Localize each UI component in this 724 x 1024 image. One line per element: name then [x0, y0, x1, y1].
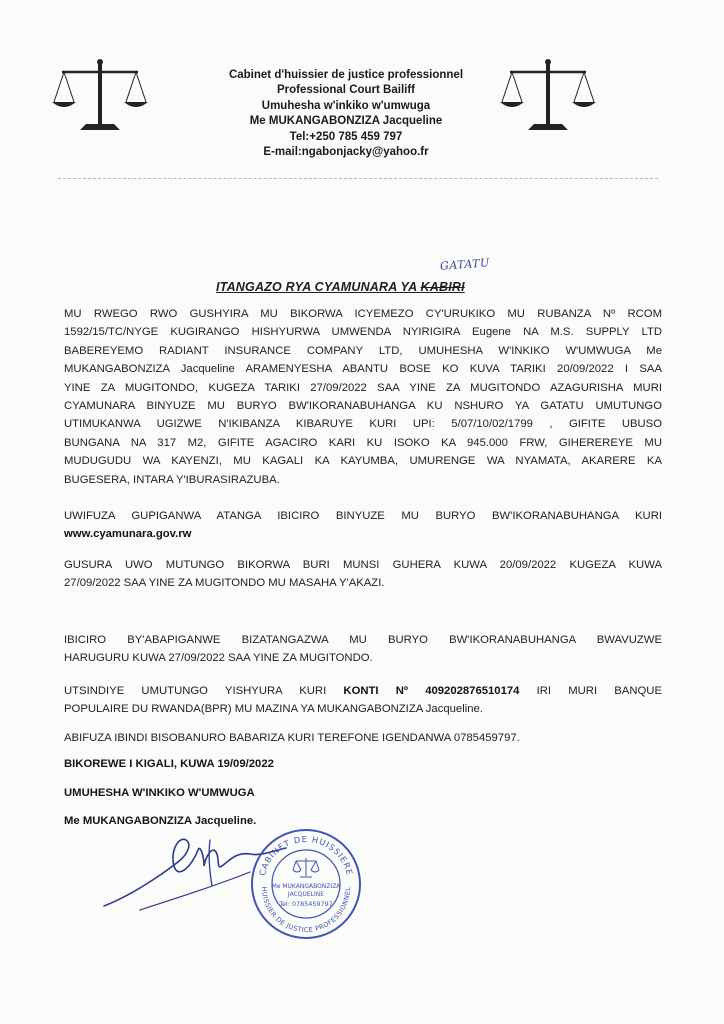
letterhead-line-professional: Professional Court Bailiff [276, 84, 416, 97]
stamp-scales-icon [293, 858, 319, 877]
paragraph-line: YINE ZA MUGITONDO, KUGEZA TARIKI 27/09/2022 SAA YINE ZA MUGITONDO AZAGURISHA MURI [64, 381, 662, 394]
title-text: ITANGAZO RYA CYAMUNARA YA [216, 280, 421, 294]
paragraph-line: ABIFUZA IBINDI BISOBANURO BABARIZA KURI TEREFONE IGENDANWA 0785459797. [64, 732, 520, 744]
letterhead [190, 68, 502, 160]
letterhead-line-name: Me MUKANGABONZIZA Jacqueline [249, 115, 443, 128]
scales-of-justice-icon [500, 58, 596, 134]
payment-line [64, 682, 662, 700]
paragraph-line: UWIFUZA GUPIGANWA ATANGA IBICIRO BINYUZE MU BURYO BW'IKORANABUHANGA KURI [64, 510, 662, 522]
paragraph-line: 1592/15/TC/NYGE KUGIRANGO HISHYURWA UMWENDA NYIRIGIRA Eugene NA M.S. SUPPLY LTD [64, 326, 662, 339]
paragraph-line: HARUGURU KUWA 27/09/2022 SAA YINE ZA MUGITONDO. [64, 652, 373, 665]
official-stamp [250, 828, 362, 940]
stamp-name-line2: JACQUELINE [287, 891, 325, 898]
paragraph-line: CYAMUNARA BINYUZE MU BURYO BW'IKORANABUHANGA KU NSHURO YA GATATU UMUTUNGO [64, 400, 662, 413]
letterhead-line-email: E-mail:ngabonjacky@yahoo.fr [263, 146, 429, 159]
paragraph-visit [64, 556, 662, 593]
header-divider [58, 178, 658, 179]
paragraph-line: BUNGANA NA 317 M2, GIFITE AGACIRO KARI KU ISOKO KA 945.000 FRW, GIHEREREYE MU [64, 436, 662, 449]
paragraph-line: 27/09/2022 SAA YINE ZA MUGITONDO MU MASAHA Y'AKAZI. [64, 577, 385, 590]
letterhead-line-umuhesha: Umuhesha w'inkiko w'umwuga [261, 99, 431, 112]
paragraph-line: BUGESERA, INTARA Y'IBURASIRAZUBA. [64, 473, 280, 486]
stamp-phone: Tel: 0785459797 [279, 900, 333, 908]
paragraph-line: BABEREYEMO RADIANT INSURANCE COMPANY LTD, UMUHESHA W'INKIKO W'UMWUGA Me [64, 344, 662, 357]
stamp-bottom-text: HUISSIER DE JUSTICE PROFESSIONNEL [259, 886, 353, 935]
closing-role: UMUHESHA W'INKIKO W'UMWUGA [64, 787, 255, 799]
paragraph-contact [64, 729, 662, 747]
paragraph-line: IBICIRO BY'ABAPIGANWE BIZATANGAZWA MU BURYO BW'IKORANABUHANGA BWAVUZWE [64, 634, 662, 646]
document-title [216, 278, 465, 296]
payment-suffix: IRI MURI BANQUE [519, 685, 662, 697]
paragraph-payment [64, 682, 662, 719]
title-struck-word: KABIRI [420, 280, 465, 294]
letterhead-line-cabinet: Cabinet d'huissier de justice professionnel [228, 69, 464, 81]
paragraph-line: MUDUGUDU WA KAYENZI, MU KAGALI KA KAYUMBA, UMURENGE WA NYAMATA, AKARERE KA [64, 455, 662, 468]
closing-name: Me MUKANGABONZIZA Jacqueline. [64, 815, 257, 827]
stamp-top-text: CABINET DE HUISSIERE [256, 833, 356, 877]
paragraph-line: UTIMUKANWA UGIZWE N'IKIBANZA KIBARUYE KURI UPI: 5/07/10/02/1799 , GIFITE UBUSO [64, 418, 662, 431]
paragraph-announcement [64, 305, 662, 489]
website-line [64, 525, 662, 543]
paragraph-line: GUSURA UWO MUTUNGO BIKORWA BURI MUNSI GUHERA KUWA 20/09/2022 KUGEZA KUWA [64, 559, 662, 571]
paragraph-results [64, 631, 662, 668]
handwritten-correction: GATATU [439, 256, 491, 273]
scales-of-justice-icon [52, 58, 148, 134]
paragraph-line: MUKANGABONZIZA Jacqueline ARAMENYESHA ABANTU BOSE KO KUVA TARIKI 20/09/2022 I SAA [64, 363, 662, 376]
paragraph-bidding [64, 507, 662, 544]
closing-place-date: BIKOREWE I KIGALI, KUWA 19/09/2022 [64, 758, 274, 770]
paragraph-line: MU RWEGO RWO GUSHYIRA MU BIKORWA ICYEMEZO CY'URUKIKO MU RUBANZA Nº RCOM [64, 308, 662, 320]
paragraph-line: POPULAIRE DU RWANDA(BPR) MU MAZINA YA MUKANGABONZIZA Jacqueline. [64, 703, 483, 716]
website-link[interactable]: www.cyamunara.gov.rw [64, 528, 192, 541]
letterhead-line-phone: Tel:+250 785 459 797 [289, 130, 403, 143]
payment-prefix: UTSINDIYE UMUTUNGO YISHYURA KURI [64, 685, 344, 697]
account-number: KONTI Nº 409202876510174 [343, 685, 520, 697]
stamp-name-line1: Me MUKANGABONZIZA [271, 883, 341, 890]
